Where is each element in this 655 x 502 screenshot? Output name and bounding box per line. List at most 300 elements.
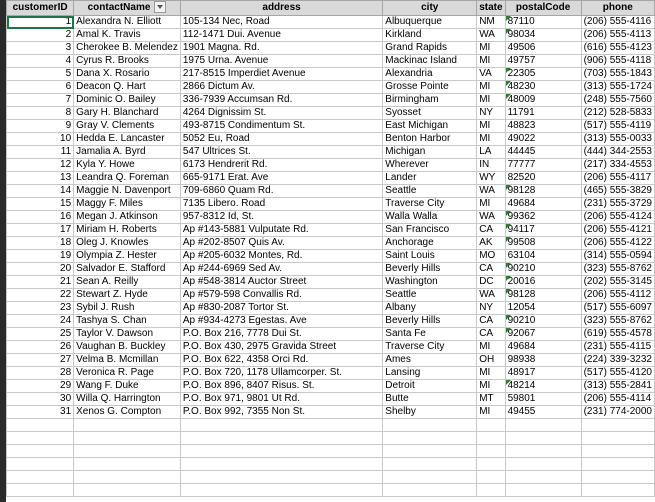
- header-city[interactable]: city: [383, 1, 477, 16]
- table-row: [7, 29, 655, 42]
- cell-city[interactable]: Walla Walla: [383, 211, 477, 224]
- cell-customerid[interactable]: 9: [7, 120, 74, 133]
- cell-contactname[interactable]: Amal K. Travis: [74, 29, 181, 42]
- cell-address[interactable]: 547 Ultrices St.: [180, 146, 382, 159]
- cell-city[interactable]: Washington: [383, 276, 477, 289]
- cell-postalcode[interactable]: 82520: [505, 172, 581, 185]
- cell-contactname[interactable]: Willa Q. Harrington: [74, 393, 181, 406]
- cell-phone[interactable]: (206) 555-4116: [581, 16, 654, 29]
- cell-city[interactable]: Syosset: [383, 107, 477, 120]
- cell-address[interactable]: 112-1471 Dui. Avenue: [180, 29, 382, 42]
- table-row: [7, 185, 655, 198]
- header-row: [7, 1, 655, 16]
- cell-address[interactable]: 709-6860 Quam Rd.: [180, 185, 382, 198]
- cell-city[interactable]: Beverly Hills: [383, 315, 477, 328]
- cell-phone[interactable]: (202) 555-3145: [581, 276, 654, 289]
- cell-customerid[interactable]: 10: [7, 133, 74, 146]
- cell-contactname[interactable]: Velma B. Mcmillan: [74, 354, 181, 367]
- table-row: [7, 55, 655, 68]
- table-row: [7, 367, 655, 380]
- cell-phone[interactable]: (616) 555-4123: [581, 42, 654, 55]
- cell-customerid[interactable]: 15: [7, 198, 74, 211]
- cell-contactname[interactable]: Sean A. Reilly: [74, 276, 181, 289]
- cell-contactname[interactable]: Hedda E. Lancaster: [74, 133, 181, 146]
- cell-phone[interactable]: (517) 555-4120: [581, 367, 654, 380]
- cell-state[interactable]: MI: [477, 94, 505, 107]
- cell-customerid[interactable]: 4: [7, 55, 74, 68]
- cell-customerid[interactable]: 23: [7, 302, 74, 315]
- cell-postalcode[interactable]: 48214: [505, 380, 581, 393]
- cell-city[interactable]: Mackinac Island: [383, 55, 477, 68]
- cell-address[interactable]: P.O. Box 216, 7778 Dui St.: [180, 328, 382, 341]
- cell-address[interactable]: Ap #934-4273 Egestas. Ave: [180, 315, 382, 328]
- cell-postalcode[interactable]: 49455: [505, 406, 581, 419]
- cell-contactname[interactable]: Miriam H. Roberts: [74, 224, 181, 237]
- cell-address[interactable]: 6173 Hendrerit Rd.: [180, 159, 382, 172]
- cell-city[interactable]: Wherever: [383, 159, 477, 172]
- cell-address[interactable]: Ap #244-6969 Sed Av.: [180, 263, 382, 276]
- cell-address[interactable]: 5052 Eu, Road: [180, 133, 382, 146]
- cell-customerid[interactable]: 12: [7, 159, 74, 172]
- cell-phone[interactable]: (231) 555-3729: [581, 198, 654, 211]
- empty-cell[interactable]: [180, 471, 382, 484]
- cell-phone[interactable]: (517) 555-6097: [581, 302, 654, 315]
- grid-body: [7, 16, 655, 497]
- empty-cell[interactable]: [581, 432, 654, 445]
- cell-phone[interactable]: (444) 344-2553: [581, 146, 654, 159]
- cell-address[interactable]: P.O. Box 896, 8407 Risus. St.: [180, 380, 382, 393]
- empty-cell[interactable]: [7, 419, 74, 432]
- empty-cell[interactable]: [7, 458, 74, 471]
- cell-contactname[interactable]: Taylor V. Dawson: [74, 328, 181, 341]
- cell-phone[interactable]: (212) 528-5833: [581, 107, 654, 120]
- cell-city[interactable]: Benton Harbor: [383, 133, 477, 146]
- table-row: [7, 263, 655, 276]
- cell-customerid[interactable]: 2: [7, 29, 74, 42]
- cell-phone[interactable]: (206) 555-4114: [581, 393, 654, 406]
- cell-state[interactable]: MI: [477, 55, 505, 68]
- header-phone[interactable]: phone: [581, 1, 654, 16]
- cell-postalcode[interactable]: 49684: [505, 341, 581, 354]
- cell-postalcode[interactable]: 98128: [505, 185, 581, 198]
- empty-cell[interactable]: [383, 445, 477, 458]
- cell-city[interactable]: Traverse City: [383, 341, 477, 354]
- empty-cell[interactable]: [505, 445, 581, 458]
- table-row: [7, 302, 655, 315]
- cell-city[interactable]: Beverly Hills: [383, 263, 477, 276]
- cell-customerid[interactable]: 24: [7, 315, 74, 328]
- table-row: [7, 393, 655, 406]
- cell-city[interactable]: Detroit: [383, 380, 477, 393]
- empty-cell[interactable]: [383, 484, 477, 497]
- empty-cell[interactable]: [74, 445, 181, 458]
- table-row: [7, 380, 655, 393]
- empty-cell[interactable]: [7, 445, 74, 458]
- cell-address[interactable]: 7135 Libero. Road: [180, 198, 382, 211]
- cell-postalcode[interactable]: 59801: [505, 393, 581, 406]
- table-row: [7, 120, 655, 133]
- cell-address[interactable]: 4264 Dignissim St.: [180, 107, 382, 120]
- cell-phone[interactable]: (703) 555-1843: [581, 68, 654, 81]
- cell-postalcode[interactable]: 12054: [505, 302, 581, 315]
- table-row: [7, 224, 655, 237]
- empty-cell[interactable]: [7, 484, 74, 497]
- cell-contactname[interactable]: Dana X. Rosario: [74, 68, 181, 81]
- empty-cell[interactable]: [74, 484, 181, 497]
- cell-postalcode[interactable]: 90210: [505, 315, 581, 328]
- cell-customerid[interactable]: 16: [7, 211, 74, 224]
- table-row: [7, 354, 655, 367]
- cell-address[interactable]: 217-8515 Imperdiet Avenue: [180, 68, 382, 81]
- empty-cell[interactable]: [180, 458, 382, 471]
- cell-phone[interactable]: (619) 555-4578: [581, 328, 654, 341]
- cell-address[interactable]: 105-134 Nec, Road: [180, 16, 382, 29]
- cell-contactname[interactable]: Oleg J. Knowles: [74, 237, 181, 250]
- cell-contactname[interactable]: Megan J. Atkinson: [74, 211, 181, 224]
- empty-cell[interactable]: [180, 419, 382, 432]
- empty-row: [7, 471, 655, 484]
- cell-address[interactable]: P.O. Box 971, 9801 Ut Rd.: [180, 393, 382, 406]
- empty-cell[interactable]: [383, 458, 477, 471]
- cell-state[interactable]: WY: [477, 172, 505, 185]
- cell-city[interactable]: Ames: [383, 354, 477, 367]
- cell-contactname[interactable]: Jamalia A. Byrd: [74, 146, 181, 159]
- cell-address[interactable]: Ap #205-6032 Montes, Rd.: [180, 250, 382, 263]
- cell-state[interactable]: LA: [477, 146, 505, 159]
- cell-contactname[interactable]: Tashya S. Chan: [74, 315, 181, 328]
- cell-city[interactable]: Alexandria: [383, 68, 477, 81]
- empty-cell[interactable]: [7, 432, 74, 445]
- table-row: [7, 107, 655, 120]
- cell-customerid[interactable]: 28: [7, 367, 74, 380]
- cell-state[interactable]: MI: [477, 341, 505, 354]
- cell-address[interactable]: P.O. Box 720, 1178 Ullamcorper. St.: [180, 367, 382, 380]
- table-row: [7, 211, 655, 224]
- table-row: [7, 237, 655, 250]
- empty-row: [7, 419, 655, 432]
- cell-city[interactable]: Albany: [383, 302, 477, 315]
- filter-dropdown-icon[interactable]: [154, 1, 166, 13]
- cell-state[interactable]: NY: [477, 107, 505, 120]
- cell-phone[interactable]: (465) 555-3829: [581, 185, 654, 198]
- cell-phone[interactable]: (206) 555-4121: [581, 224, 654, 237]
- cell-address[interactable]: 1975 Urna. Avenue: [180, 55, 382, 68]
- cell-state[interactable]: IN: [477, 159, 505, 172]
- empty-cell[interactable]: [477, 471, 505, 484]
- cell-city[interactable]: Traverse City: [383, 198, 477, 211]
- table-row: [7, 289, 655, 302]
- cell-postalcode[interactable]: 94117: [505, 224, 581, 237]
- cell-phone[interactable]: (517) 555-4119: [581, 120, 654, 133]
- cell-customerid[interactable]: 1: [7, 16, 74, 29]
- cell-postalcode[interactable]: 98034: [505, 29, 581, 42]
- empty-cell[interactable]: [477, 419, 505, 432]
- empty-cell[interactable]: [180, 432, 382, 445]
- empty-cell[interactable]: [477, 432, 505, 445]
- cell-customerid[interactable]: 7: [7, 94, 74, 107]
- empty-cell[interactable]: [505, 471, 581, 484]
- cell-postalcode[interactable]: 77777: [505, 159, 581, 172]
- cell-address[interactable]: P.O. Box 430, 2975 Gravida Street: [180, 341, 382, 354]
- cell-state[interactable]: MO: [477, 250, 505, 263]
- cell-state[interactable]: OH: [477, 354, 505, 367]
- empty-cell[interactable]: [180, 445, 382, 458]
- header-address[interactable]: address: [180, 1, 382, 16]
- empty-cell[interactable]: [477, 458, 505, 471]
- header-contactname[interactable]: contactName: [74, 1, 181, 16]
- table-row: [7, 276, 655, 289]
- cell-postalcode[interactable]: 20016: [505, 276, 581, 289]
- cell-customerid[interactable]: 8: [7, 107, 74, 120]
- cell-state[interactable]: MT: [477, 393, 505, 406]
- cell-customerid[interactable]: 30: [7, 393, 74, 406]
- empty-cell[interactable]: [581, 445, 654, 458]
- cell-phone[interactable]: (206) 555-4113: [581, 29, 654, 42]
- cell-address[interactable]: 665-9171 Erat. Ave: [180, 172, 382, 185]
- cell-city[interactable]: Michigan: [383, 146, 477, 159]
- empty-cell[interactable]: [477, 445, 505, 458]
- empty-cell[interactable]: [477, 484, 505, 497]
- cell-city[interactable]: Birmingham: [383, 94, 477, 107]
- header-postalcode[interactable]: postalCode: [505, 1, 581, 16]
- cell-address[interactable]: Ap #579-598 Convallis Rd.: [180, 289, 382, 302]
- cell-address[interactable]: P.O. Box 622, 4358 Orci Rd.: [180, 354, 382, 367]
- cell-postalcode[interactable]: 48823: [505, 120, 581, 133]
- cell-contactname[interactable]: Stewart Z. Hyde: [74, 289, 181, 302]
- cell-address[interactable]: P.O. Box 992, 7355 Non St.: [180, 406, 382, 419]
- empty-cell[interactable]: [505, 458, 581, 471]
- cell-address[interactable]: 1901 Magna. Rd.: [180, 42, 382, 55]
- empty-cell[interactable]: [74, 432, 181, 445]
- table-row: [7, 94, 655, 107]
- cell-customerid[interactable]: 11: [7, 146, 74, 159]
- cell-city[interactable]: Seattle: [383, 289, 477, 302]
- cell-phone[interactable]: (313) 555-2841: [581, 380, 654, 393]
- cell-state[interactable]: MI: [477, 406, 505, 419]
- cell-state[interactable]: WA: [477, 29, 505, 42]
- cell-city[interactable]: Grosse Pointe: [383, 81, 477, 94]
- table-row: [7, 172, 655, 185]
- cell-phone[interactable]: (206) 555-4112: [581, 289, 654, 302]
- cell-contactname[interactable]: Leandra Q. Foreman: [74, 172, 181, 185]
- cell-postalcode[interactable]: 48230: [505, 81, 581, 94]
- cell-customerid[interactable]: 22: [7, 289, 74, 302]
- cell-customerid[interactable]: 13: [7, 172, 74, 185]
- cell-postalcode[interactable]: 92067: [505, 328, 581, 341]
- cell-state[interactable]: MI: [477, 367, 505, 380]
- cell-city[interactable]: Santa Fe: [383, 328, 477, 341]
- cell-state[interactable]: WA: [477, 289, 505, 302]
- cell-city[interactable]: Kirkland: [383, 29, 477, 42]
- cell-city[interactable]: Shelby: [383, 406, 477, 419]
- empty-cell[interactable]: [581, 484, 654, 497]
- cell-contactname[interactable]: Alexandra N. Elliott: [74, 16, 181, 29]
- cell-customerid[interactable]: 31: [7, 406, 74, 419]
- empty-cell[interactable]: [383, 419, 477, 432]
- empty-cell[interactable]: [180, 484, 382, 497]
- empty-row: [7, 484, 655, 497]
- cell-state[interactable]: CA: [477, 315, 505, 328]
- cell-phone[interactable]: (206) 555-4122: [581, 237, 654, 250]
- empty-cell[interactable]: [74, 471, 181, 484]
- cell-phone[interactable]: (313) 555-0033: [581, 133, 654, 146]
- cell-customerid[interactable]: 20: [7, 263, 74, 276]
- cell-postalcode[interactable]: 98128: [505, 289, 581, 302]
- cell-contactname[interactable]: Gary H. Blanchard: [74, 107, 181, 120]
- cell-phone[interactable]: (314) 555-0594: [581, 250, 654, 263]
- cell-address[interactable]: Ap #830-2087 Tortor St.: [180, 302, 382, 315]
- empty-cell[interactable]: [505, 419, 581, 432]
- empty-cell[interactable]: [581, 471, 654, 484]
- cell-contactname[interactable]: Gray V. Clements: [74, 120, 181, 133]
- cell-city[interactable]: Albuquerque: [383, 16, 477, 29]
- cell-postalcode[interactable]: 22305: [505, 68, 581, 81]
- cell-phone[interactable]: (231) 555-4115: [581, 341, 654, 354]
- cell-customerid[interactable]: 3: [7, 42, 74, 55]
- empty-cell[interactable]: [505, 432, 581, 445]
- cell-phone[interactable]: (217) 334-4553: [581, 159, 654, 172]
- spreadsheet-grid: [6, 0, 655, 497]
- empty-cell[interactable]: [383, 471, 477, 484]
- cell-state[interactable]: VA: [477, 68, 505, 81]
- cell-postalcode[interactable]: 99508: [505, 237, 581, 250]
- cell-customerid[interactable]: 26: [7, 341, 74, 354]
- cell-contactname[interactable]: Maggie N. Davenport: [74, 185, 181, 198]
- cell-contactname[interactable]: Maggy F. Miles: [74, 198, 181, 211]
- cell-address[interactable]: 336-7939 Accumsan Rd.: [180, 94, 382, 107]
- cell-contactname[interactable]: Salvador E. Stafford: [74, 263, 181, 276]
- cell-state[interactable]: WA: [477, 185, 505, 198]
- cell-state[interactable]: DC: [477, 276, 505, 289]
- cell-postalcode[interactable]: 98938: [505, 354, 581, 367]
- cell-customerid[interactable]: 5: [7, 68, 74, 81]
- cell-customerid[interactable]: 27: [7, 354, 74, 367]
- cell-postalcode[interactable]: 11791: [505, 107, 581, 120]
- cell-city[interactable]: Saint Louis: [383, 250, 477, 263]
- cell-phone[interactable]: (224) 339-3232: [581, 354, 654, 367]
- cell-state[interactable]: MI: [477, 120, 505, 133]
- cell-customerid[interactable]: 17: [7, 224, 74, 237]
- cell-state[interactable]: MI: [477, 133, 505, 146]
- cell-phone[interactable]: (231) 774-2000: [581, 406, 654, 419]
- cell-postalcode[interactable]: 48917: [505, 367, 581, 380]
- cell-contactname[interactable]: Vaughan B. Buckley: [74, 341, 181, 354]
- cell-postalcode[interactable]: 49022: [505, 133, 581, 146]
- cell-city[interactable]: Grand Rapids: [383, 42, 477, 55]
- cell-phone[interactable]: (206) 555-4124: [581, 211, 654, 224]
- cell-phone[interactable]: (313) 555-1724: [581, 81, 654, 94]
- header-customerid[interactable]: customerID: [7, 1, 74, 16]
- header-state[interactable]: state: [477, 1, 505, 16]
- cell-phone[interactable]: (323) 555-8762: [581, 315, 654, 328]
- empty-cell[interactable]: [383, 432, 477, 445]
- cell-state[interactable]: WA: [477, 211, 505, 224]
- cell-state[interactable]: AK: [477, 237, 505, 250]
- cell-postalcode[interactable]: 99362: [505, 211, 581, 224]
- cell-customerid[interactable]: 14: [7, 185, 74, 198]
- cell-customerid[interactable]: 6: [7, 81, 74, 94]
- cell-contactname[interactable]: Sybil J. Rush: [74, 302, 181, 315]
- cell-address[interactable]: 2866 Dictum Av.: [180, 81, 382, 94]
- table-row: [7, 315, 655, 328]
- cell-phone[interactable]: (906) 555-4118: [581, 55, 654, 68]
- cell-address[interactable]: 957-8312 Id, St.: [180, 211, 382, 224]
- table-row: [7, 406, 655, 419]
- empty-cell[interactable]: [7, 471, 74, 484]
- cell-address[interactable]: Ap #548-3814 Auctor Street: [180, 276, 382, 289]
- cell-customerid[interactable]: 18: [7, 237, 74, 250]
- cell-state[interactable]: CA: [477, 263, 505, 276]
- cell-postalcode[interactable]: 49684: [505, 198, 581, 211]
- table-row: [7, 68, 655, 81]
- cell-contactname[interactable]: Deacon Q. Hart: [74, 81, 181, 94]
- cell-address[interactable]: 493-8715 Condimentum St.: [180, 120, 382, 133]
- empty-cell[interactable]: [74, 419, 181, 432]
- cell-postalcode[interactable]: 44445: [505, 146, 581, 159]
- table-row: [7, 42, 655, 55]
- cell-city[interactable]: Seattle: [383, 185, 477, 198]
- cell-postalcode[interactable]: 90210: [505, 263, 581, 276]
- cell-phone[interactable]: (323) 555-8762: [581, 263, 654, 276]
- cell-state[interactable]: MI: [477, 380, 505, 393]
- cell-city[interactable]: Butte: [383, 393, 477, 406]
- cell-state[interactable]: MI: [477, 81, 505, 94]
- table-row: [7, 341, 655, 354]
- empty-cell[interactable]: [74, 458, 181, 471]
- table-row: [7, 198, 655, 211]
- table-row: [7, 81, 655, 94]
- cell-contactname[interactable]: Dominic O. Bailey: [74, 94, 181, 107]
- empty-cell[interactable]: [581, 458, 654, 471]
- cell-phone[interactable]: (248) 555-7560: [581, 94, 654, 107]
- cell-contactname[interactable]: Xenos G. Compton: [74, 406, 181, 419]
- cell-state[interactable]: CA: [477, 328, 505, 341]
- cell-postalcode[interactable]: 87110: [505, 16, 581, 29]
- cell-state[interactable]: NY: [477, 302, 505, 315]
- empty-cell[interactable]: [581, 419, 654, 432]
- empty-row: [7, 445, 655, 458]
- cell-state[interactable]: CA: [477, 224, 505, 237]
- cell-postalcode[interactable]: 49757: [505, 55, 581, 68]
- cell-state[interactable]: MI: [477, 198, 505, 211]
- cell-contactname[interactable]: Cherokee B. Melendez: [74, 42, 181, 55]
- cell-postalcode[interactable]: 49506: [505, 42, 581, 55]
- cell-phone[interactable]: (206) 555-4117: [581, 172, 654, 185]
- empty-cell[interactable]: [505, 484, 581, 497]
- cell-contactname[interactable]: Kyla Y. Howe: [74, 159, 181, 172]
- cell-postalcode[interactable]: 63104: [505, 250, 581, 263]
- cell-contactname[interactable]: Cyrus R. Brooks: [74, 55, 181, 68]
- cell-city[interactable]: San Francisco: [383, 224, 477, 237]
- cell-address[interactable]: Ap #143-5881 Vulputate Rd.: [180, 224, 382, 237]
- cell-customerid[interactable]: 19: [7, 250, 74, 263]
- cell-customerid[interactable]: 25: [7, 328, 74, 341]
- cell-city[interactable]: Lansing: [383, 367, 477, 380]
- cell-state[interactable]: NM: [477, 16, 505, 29]
- cell-contactname[interactable]: Olympia Z. Hester: [74, 250, 181, 263]
- cell-city[interactable]: Anchorage: [383, 237, 477, 250]
- cell-postalcode[interactable]: 48009: [505, 94, 581, 107]
- cell-state[interactable]: MI: [477, 42, 505, 55]
- cell-city[interactable]: Lander: [383, 172, 477, 185]
- cell-address[interactable]: Ap #202-8507 Quis Av.: [180, 237, 382, 250]
- cell-contactname[interactable]: Veronica R. Page: [74, 367, 181, 380]
- cell-contactname[interactable]: Wang F. Duke: [74, 380, 181, 393]
- empty-row: [7, 432, 655, 445]
- cell-customerid[interactable]: 21: [7, 276, 74, 289]
- cell-customerid[interactable]: 29: [7, 380, 74, 393]
- cell-city[interactable]: East Michigan: [383, 120, 477, 133]
